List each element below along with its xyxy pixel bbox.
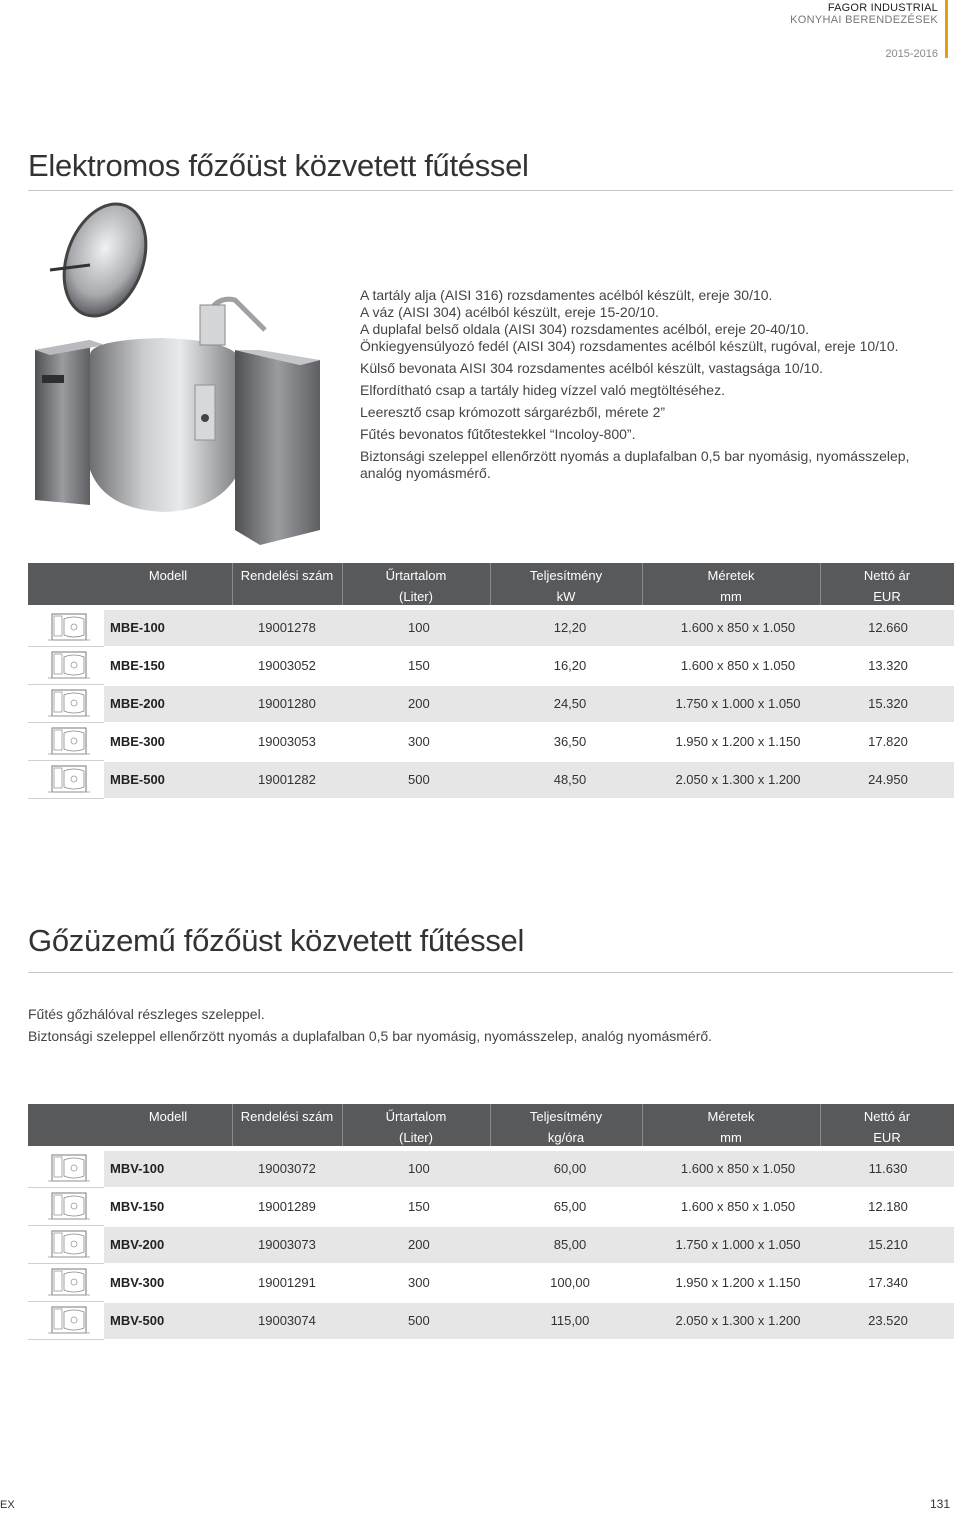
- column-header-label: Méretek: [707, 568, 755, 583]
- table-header-spacer: [28, 1104, 104, 1146]
- cell-price: 12.180: [868, 1199, 908, 1214]
- column-separator: [490, 1104, 491, 1146]
- product-thumbnail-icon: [28, 685, 104, 723]
- column-header: [342, 1104, 490, 1146]
- cell-model: MBE-300: [110, 734, 165, 749]
- section1-title: Elektromos főzőüst közvetett fűtéssel: [28, 148, 529, 183]
- product-table-electric: [28, 563, 954, 799]
- cell-price: 12.660: [868, 620, 908, 635]
- cell-capacity: 150: [408, 1199, 430, 1214]
- column-header-unit: mm: [720, 1130, 742, 1145]
- cell-code: 19003074: [258, 1313, 316, 1328]
- column-header: [232, 563, 342, 605]
- desc-line: Fűtés bevonatos fűtőtestekkel “Incoloy-800”.: [360, 426, 636, 442]
- product-table-steam: [28, 1104, 954, 1340]
- desc-line: Biztonsági szeleppel ellenőrzött nyomás a duplafalban 0,5 bar nyomásig, nyomásszelep, analóg nyomásmérő.: [360, 448, 910, 481]
- section2-title: Gőzüzemű főzőüst közvetett fűtéssel: [28, 923, 525, 958]
- cell-capacity: 500: [408, 1313, 430, 1328]
- brand-name: FAGOR INDUSTRIAL: [827, 2, 938, 14]
- table-row: [28, 1264, 954, 1302]
- table-row: [28, 1302, 954, 1340]
- column-header: [642, 563, 820, 605]
- desc-line: A duplafal belső oldala (AISI 304) rozsdamentes acélból, ereje 20-40/10.: [360, 321, 810, 337]
- column-header-label: Űrtartalom: [385, 568, 447, 583]
- table-row: [28, 609, 954, 647]
- table-row: [28, 1188, 954, 1226]
- section1-rule: [28, 190, 953, 191]
- desc-line: Elfordítható csap a tartály hideg vízzel való megtöltéséhez.: [360, 382, 725, 398]
- section2-rule: [28, 972, 953, 973]
- column-separator: [232, 563, 233, 605]
- cell-code: 19001291: [258, 1275, 316, 1290]
- cell-model: MBE-200: [110, 696, 165, 711]
- cell-price: 15.320: [868, 696, 908, 711]
- column-header-label: Modell: [148, 1109, 188, 1124]
- desc-line: Leeresztő csap krómozott sárgarézből, mérete 2”: [360, 404, 666, 420]
- accent-bar: [945, 0, 948, 58]
- product-thumbnail-icon: [28, 647, 104, 685]
- cell-model: MBV-300: [110, 1275, 165, 1290]
- cell-model: MBE-100: [110, 620, 165, 635]
- product-thumbnail-icon: [28, 1302, 104, 1340]
- table-row: [28, 647, 954, 685]
- cell-price: 13.320: [868, 658, 908, 673]
- cell-model: MBE-500: [110, 772, 165, 787]
- table-row: [28, 1226, 954, 1264]
- cell-dims: 1.600 x 850 x 1.050: [680, 1161, 796, 1176]
- product-thumbnail-icon: [28, 1264, 104, 1302]
- column-header-label: Nettó ár: [863, 568, 911, 583]
- cell-power: 60,00: [553, 1161, 587, 1176]
- cell-capacity: 300: [408, 734, 430, 749]
- table-row: [28, 723, 954, 761]
- cell-power: 12,20: [553, 620, 587, 635]
- cell-code: 19001289: [258, 1199, 316, 1214]
- table-row: [28, 685, 954, 723]
- cell-code: 19001280: [258, 696, 316, 711]
- column-header-label: Nettó ár: [863, 1109, 911, 1124]
- cell-power: 85,00: [553, 1237, 587, 1252]
- column-separator: [490, 563, 491, 605]
- cell-price: 17.340: [868, 1275, 908, 1290]
- page-number: 131: [929, 1497, 950, 1511]
- desc-line: Külső bevonata AISI 304 rozsdamentes acélból készült, vastagsága 10/10.: [360, 360, 824, 376]
- header-brand: [790, 2, 938, 26]
- cell-capacity: 200: [408, 1237, 430, 1252]
- cell-price: 17.820: [868, 734, 908, 749]
- cell-model: MBE-150: [110, 658, 165, 673]
- column-separator: [342, 1104, 343, 1146]
- cell-power: 16,20: [553, 658, 587, 673]
- cell-code: 19003053: [258, 734, 316, 749]
- cell-power: 48,50: [553, 772, 587, 787]
- cell-code: 19001282: [258, 772, 316, 787]
- cell-dims: 1.600 x 850 x 1.050: [680, 658, 796, 673]
- table-header: [104, 1104, 954, 1146]
- column-header-label: Modell: [148, 568, 188, 583]
- product-thumbnail-icon: [28, 761, 104, 799]
- column-header: [820, 563, 954, 605]
- column-separator: [820, 1104, 821, 1146]
- column-header-unit: (Liter): [399, 1130, 433, 1145]
- column-header-unit: mm: [720, 589, 742, 604]
- cell-capacity: 200: [408, 696, 430, 711]
- cell-dims: 1.750 x 1.000 x 1.050: [675, 696, 801, 711]
- column-header-label: Rendelési szám: [240, 1109, 334, 1124]
- column-separator: [820, 563, 821, 605]
- cell-dims: 1.950 x 1.200 x 1.150: [675, 1275, 801, 1290]
- section1-description: [360, 287, 940, 487]
- column-header-label: Teljesítmény: [529, 568, 603, 583]
- cell-capacity: 300: [408, 1275, 430, 1290]
- column-header: [104, 563, 232, 605]
- table-row: [28, 761, 954, 799]
- intro-line: Fűtés gőzhálóval részleges szeleppel.: [28, 1006, 265, 1022]
- column-header: [490, 1104, 642, 1146]
- table-header-spacer: [28, 563, 104, 605]
- cell-dims: 1.600 x 850 x 1.050: [680, 1199, 796, 1214]
- cell-power: 36,50: [553, 734, 587, 749]
- cell-power: 115,00: [550, 1313, 590, 1328]
- cell-power: 24,50: [553, 696, 587, 711]
- cell-dims: 1.950 x 1.200 x 1.150: [675, 734, 801, 749]
- intro-line: Biztonsági szeleppel ellenőrzött nyomás a duplafalban 0,5 bar nyomásig, nyomásszelep, analóg nyomásmérő.: [28, 1028, 713, 1044]
- column-header-unit: kW: [556, 589, 576, 604]
- brand-subtitle: KONYHAI BERENDEZÉSEK: [790, 14, 938, 26]
- cell-capacity: 100: [408, 1161, 430, 1176]
- cell-dims: 2.050 x 1.300 x 1.200: [675, 1313, 801, 1328]
- column-header: [820, 1104, 954, 1146]
- column-header-label: Méretek: [707, 1109, 755, 1124]
- column-header-unit: EUR: [873, 589, 901, 604]
- cell-price: 24.950: [868, 772, 908, 787]
- desc-line: Önkiegyensúlyozó fedél (AISI 304) rozsdamentes acélból készült, rugóval, ereje 10/10.: [360, 338, 899, 354]
- cell-code: 19003073: [258, 1237, 316, 1252]
- column-separator: [642, 563, 643, 605]
- column-header: [642, 1104, 820, 1146]
- column-header: [490, 563, 642, 605]
- cell-power: 100,00: [550, 1275, 590, 1290]
- kettle-photo: [30, 200, 330, 545]
- cell-model: MBV-100: [110, 1161, 165, 1176]
- cell-price: 11.630: [868, 1161, 908, 1176]
- column-header: [342, 563, 490, 605]
- column-header-label: Rendelési szám: [240, 568, 334, 583]
- column-separator: [342, 563, 343, 605]
- cell-dims: 1.750 x 1.000 x 1.050: [675, 1237, 801, 1252]
- cell-code: 19003052: [258, 658, 316, 673]
- column-separator: [642, 1104, 643, 1146]
- desc-line: A váz (AISI 304) acélból készült, ereje 15-20/10.: [360, 304, 659, 320]
- cell-price: 15.210: [868, 1237, 908, 1252]
- column-header-unit: (Liter): [399, 589, 433, 604]
- cell-capacity: 100: [408, 620, 430, 635]
- cell-code: 19001278: [258, 620, 316, 635]
- column-header-label: Űrtartalom: [385, 1109, 447, 1124]
- column-header: [104, 1104, 232, 1146]
- desc-line: A tartály alja (AISI 316) rozsdamentes acélból készült, ereje 30/10.: [360, 287, 773, 303]
- cell-model: MBV-150: [110, 1199, 165, 1214]
- table-row: [28, 1150, 954, 1188]
- column-separator: [232, 1104, 233, 1146]
- catalog-year: 2015-2016: [885, 48, 938, 60]
- product-thumbnail-icon: [28, 723, 104, 761]
- cell-price: 23.520: [868, 1313, 908, 1328]
- footer-code: EX: [0, 1499, 15, 1511]
- section2-intro: [28, 1003, 948, 1047]
- cell-model: MBV-500: [110, 1313, 165, 1328]
- column-header-label: Teljesítmény: [529, 1109, 603, 1124]
- table-header: [104, 563, 954, 605]
- cell-model: MBV-200: [110, 1237, 165, 1252]
- cell-dims: 2.050 x 1.300 x 1.200: [675, 772, 801, 787]
- cell-code: 19003072: [258, 1161, 316, 1176]
- product-thumbnail-icon: [28, 609, 104, 647]
- product-thumbnail-icon: [28, 1188, 104, 1226]
- cell-capacity: 500: [408, 772, 430, 787]
- cell-capacity: 150: [408, 658, 430, 673]
- product-thumbnail-icon: [28, 1150, 104, 1188]
- product-thumbnail-icon: [28, 1226, 104, 1264]
- column-header-unit: kg/óra: [547, 1130, 585, 1145]
- cell-dims: 1.600 x 850 x 1.050: [680, 620, 796, 635]
- column-header: [232, 1104, 342, 1146]
- cell-power: 65,00: [553, 1199, 587, 1214]
- column-header-unit: EUR: [873, 1130, 901, 1145]
